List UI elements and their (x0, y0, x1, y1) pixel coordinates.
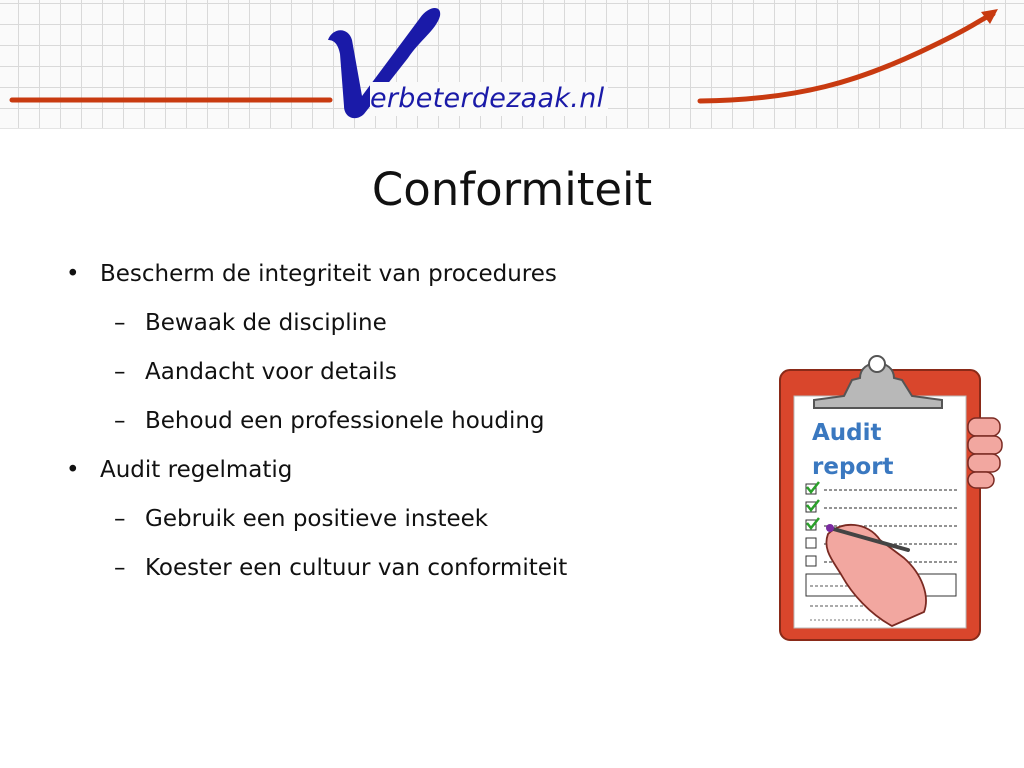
bullet-text: Audit regelmatig (100, 457, 293, 483)
sub-bullet-text: Koester een cultuur van conformiteit (145, 555, 568, 581)
sub-bullet-text: Behoud een professionele houding (145, 408, 545, 434)
bullet-marker: • (66, 261, 80, 287)
sub-bullet-text: Aandacht voor details (145, 359, 397, 385)
bullet-item (0, 250, 760, 299)
sub-bullet-item (0, 544, 760, 593)
header-banner (0, 0, 1024, 129)
dash-marker: – (114, 506, 126, 532)
sub-bullet-item (0, 348, 760, 397)
bullet-marker: • (66, 457, 80, 483)
sub-bullet-item (0, 299, 760, 348)
dash-marker: – (114, 359, 126, 385)
audit-label-line1: Audit (812, 420, 882, 446)
clipboard-icon (772, 344, 1012, 644)
slide-title: Conformiteit (371, 163, 653, 216)
clipboard-drawing (772, 344, 1012, 644)
sub-bullet-text: Bewaak de discipline (145, 310, 387, 336)
audit-label-line2: report (812, 454, 894, 480)
bullet-text: Bescherm de integriteit van procedures (100, 261, 557, 287)
audit-report-label (812, 416, 894, 484)
sub-bullet-item (0, 495, 760, 544)
dash-marker: – (114, 310, 126, 336)
logo-text[interactable]: erbeterdezaak.nl (370, 82, 608, 116)
bullet-item (0, 446, 760, 495)
bullet-list (0, 250, 760, 593)
growth-line (700, 14, 993, 101)
dash-marker: – (114, 408, 126, 434)
dash-marker: – (114, 555, 126, 581)
sub-bullet-item (0, 397, 760, 446)
sub-bullet-text: Gebruik een positieve insteek (145, 506, 489, 532)
